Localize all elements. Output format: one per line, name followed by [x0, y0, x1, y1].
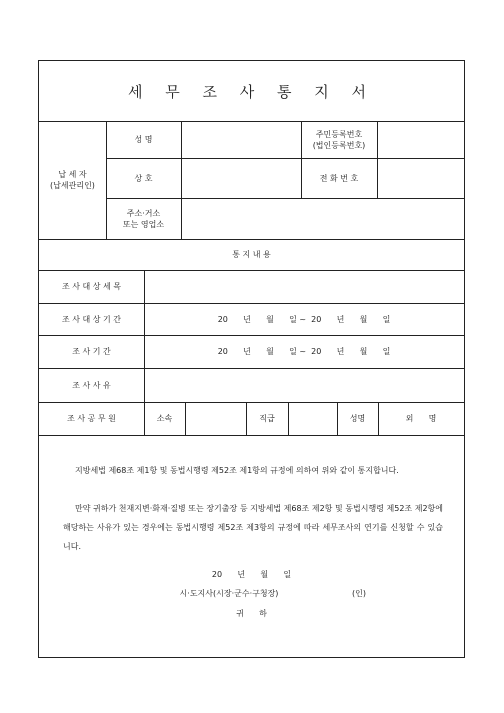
audit-period-value[interactable]: 20 년 월 일 ~ 20 년 월 일	[217, 347, 391, 356]
address-label	[106, 198, 181, 239]
audit-items-label: 조 사 대 상 세 목	[61, 282, 122, 291]
trade-name-field[interactable]	[181, 158, 301, 198]
target-period-label: 조 사 대 상 기 간	[61, 314, 122, 324]
name-label: 성 명	[134, 135, 153, 144]
trade-name-label: 상 호	[134, 173, 153, 183]
issue-date: 20 년 월 일	[211, 570, 292, 579]
notice-content-header: 통 지 내 용	[232, 250, 271, 259]
notice-paragraph-2: 만약 귀하가 천재지변·화재·질병 또는 장기출장 등 지방세법 제68조 제2항 및 동법시행령 제52조 제2항에 해당하는 사유가 있는 경우에는 동법시행령 제52조 제3항의 규정에 따라 세무조사의 연기를 신청할 수 있습니다.	[63, 504, 443, 551]
row-line-5	[39, 435, 464, 436]
issuer-name: 시·도지사(시장·군수·구청장)	[179, 589, 279, 598]
affiliation-label: 소속	[156, 414, 173, 423]
audit-official-label: 조 사 공 무 원	[67, 414, 116, 423]
address-label-line2: 또는 영업소	[122, 219, 165, 229]
address-field[interactable]	[181, 198, 464, 239]
phone-label: 전 화 번 호	[319, 173, 359, 183]
official-name-label: 성명	[349, 414, 366, 423]
taxpayer-label-line1: 납 세 자	[58, 170, 87, 179]
affiliation-field[interactable]	[185, 402, 246, 435]
audit-items-field[interactable]	[144, 270, 464, 303]
tax-audit-notice-form	[38, 60, 465, 658]
rank-field[interactable]	[288, 402, 337, 435]
registration-number-label	[301, 121, 377, 158]
name-field[interactable]	[181, 121, 301, 158]
audit-reason-field[interactable]	[144, 368, 464, 402]
audit-reason-label: 조 사 사 유	[72, 380, 111, 390]
registration-number-label-line2: (법인등록번호)	[312, 140, 366, 150]
taxpayer-label	[39, 121, 106, 239]
taxpayer-label-line2: (납세관리인)	[50, 181, 95, 190]
addressee: 귀 하	[236, 609, 267, 618]
registration-number-label-line1: 주민등록번호	[315, 129, 363, 139]
rank-label: 직급	[259, 414, 275, 423]
official-seal-field[interactable]: 외 명	[405, 414, 437, 423]
address-label-line1: 주소·거소	[126, 208, 161, 218]
issuer-seal: (인)	[352, 589, 366, 598]
audit-period-label: 조 사 기 간	[72, 347, 111, 356]
registration-number-field[interactable]	[377, 121, 464, 158]
target-period-value[interactable]: 20 년 월 일 ~ 20 년 월 일	[217, 314, 391, 324]
notice-paragraph-1: 지방세법 제68조 제1항 및 동법시행령 제52조 제1항의 규정에 의하여 위와 같이 통지합니다.	[75, 466, 399, 475]
form-title: 세 무 조 사 통 지 서	[39, 61, 464, 122]
phone-field[interactable]	[377, 158, 464, 198]
